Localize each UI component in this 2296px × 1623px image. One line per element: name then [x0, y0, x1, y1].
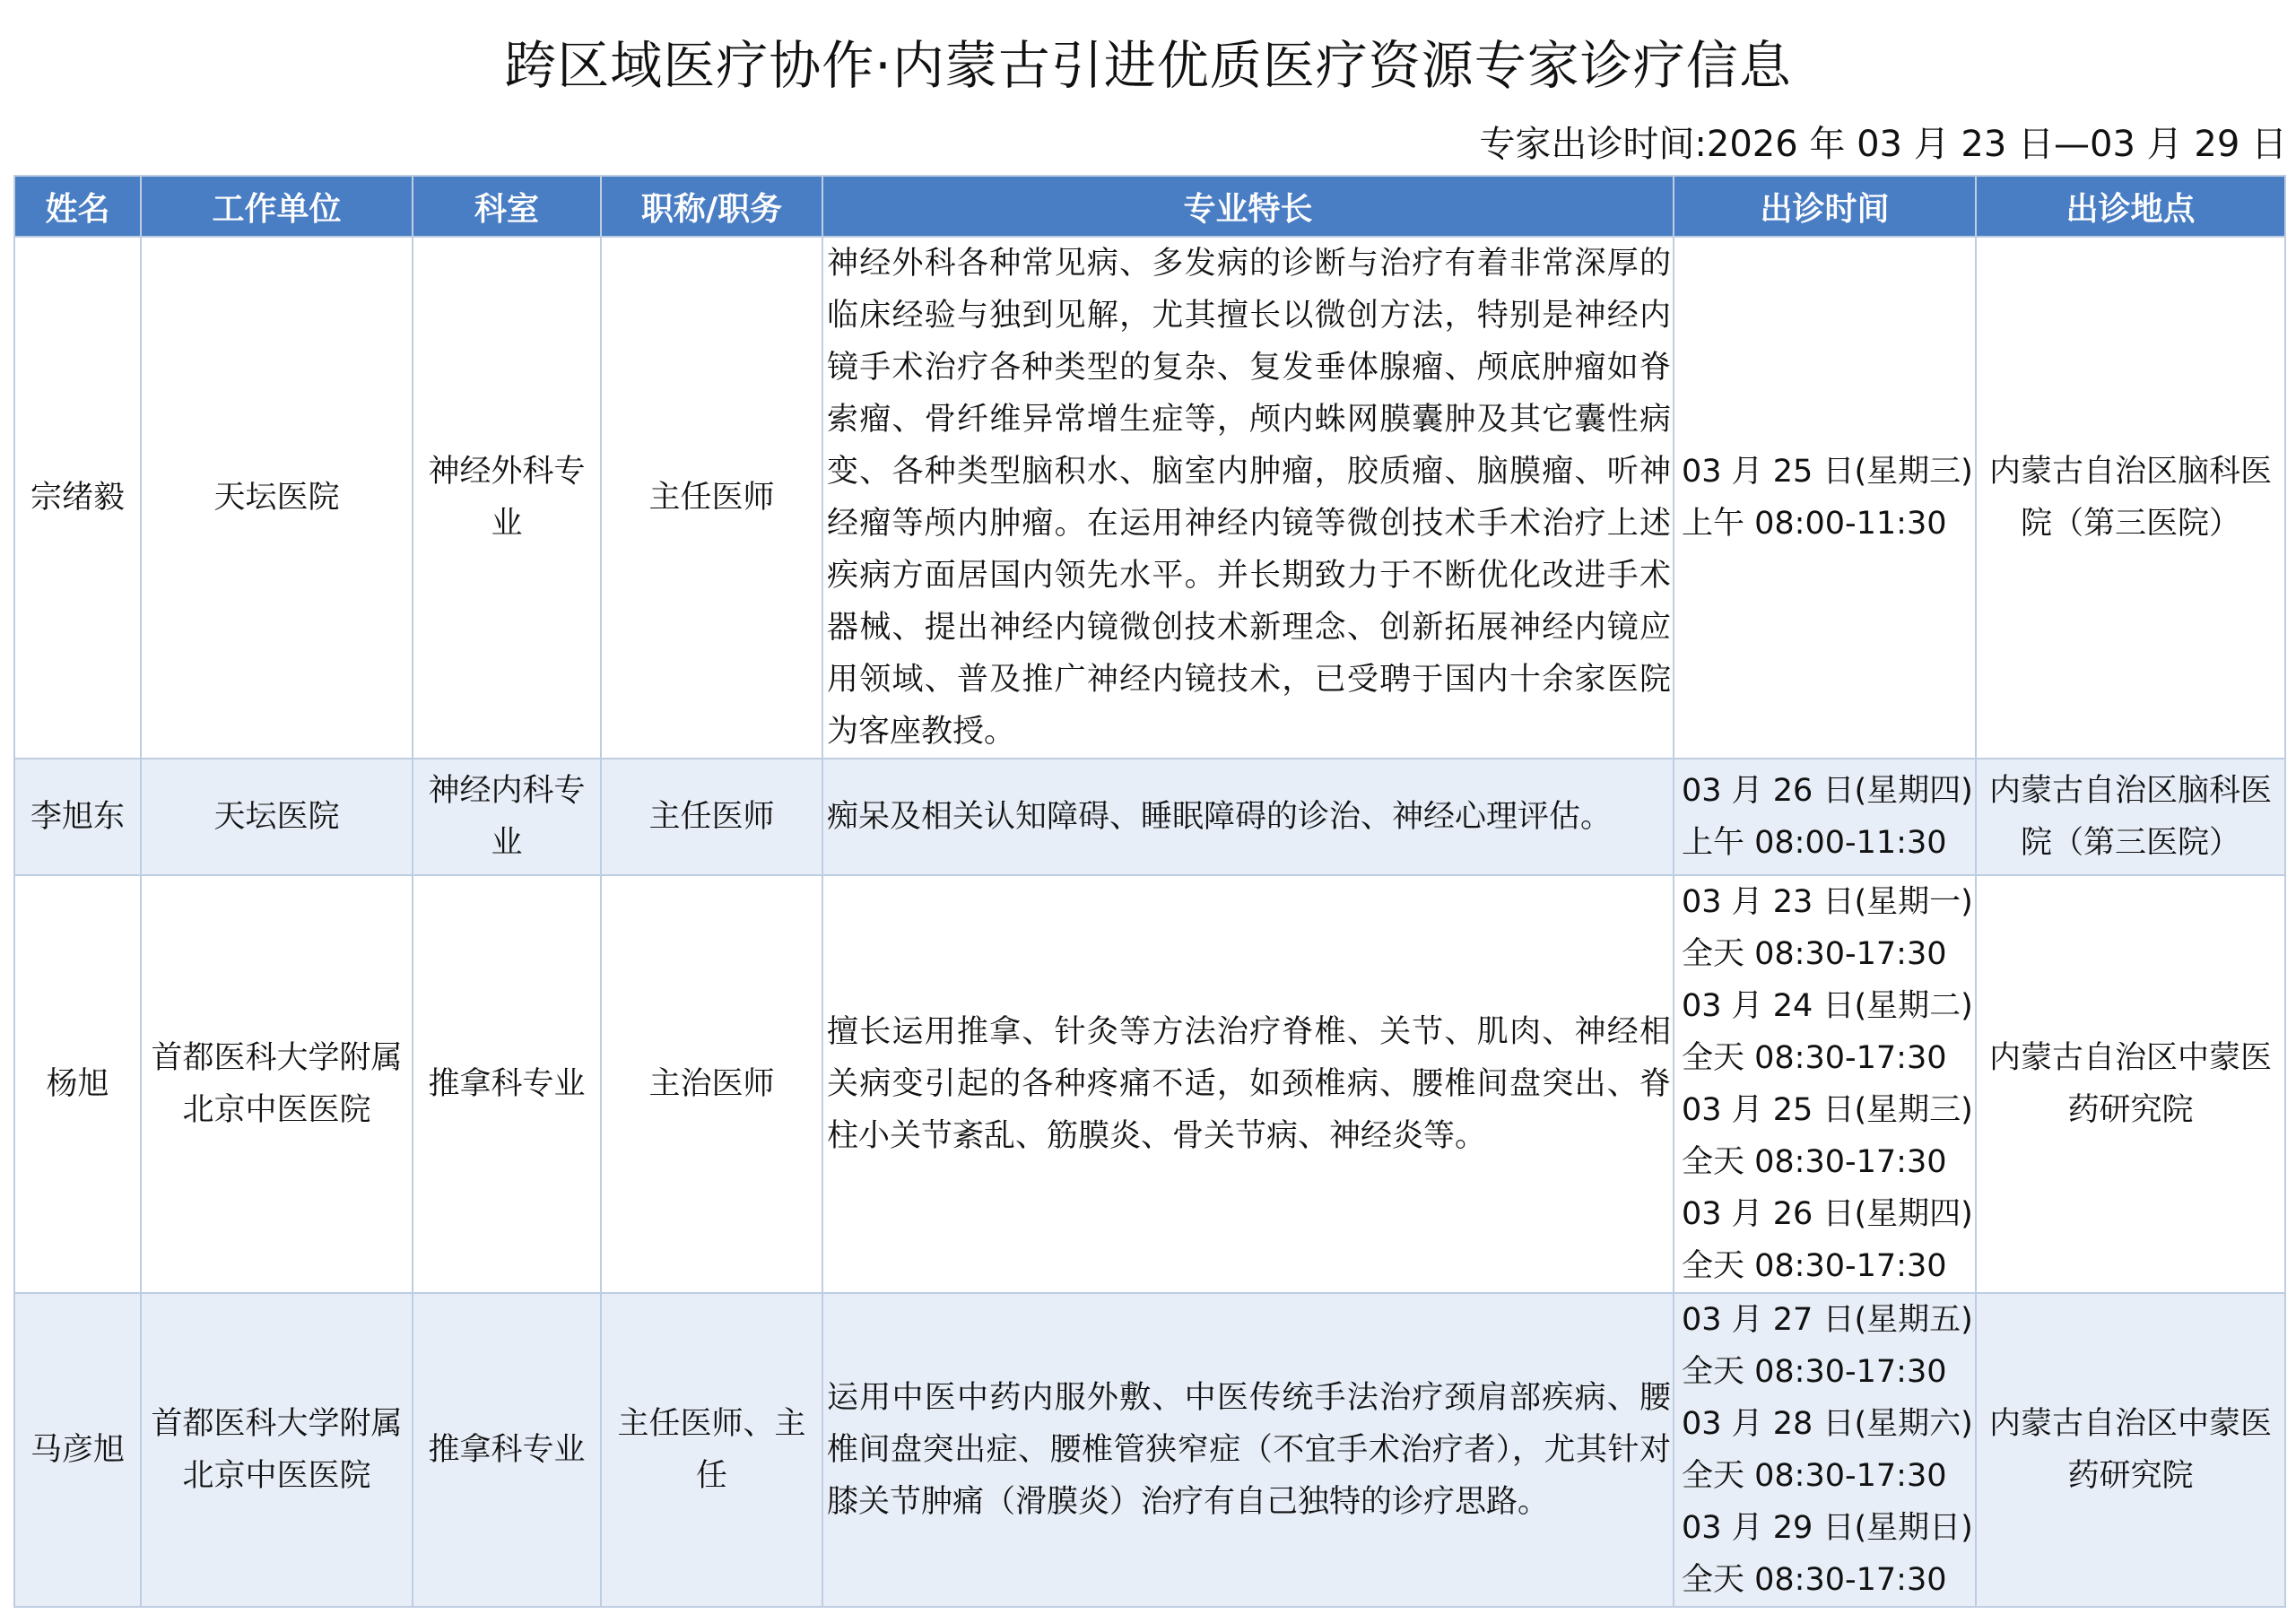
table-row [14, 237, 2285, 759]
cell-specialty: 痴呆及相关认知障碍、睡眠障碍的诊治、神经心理评估。 [822, 759, 1674, 875]
schedule-period: 专家出诊时间:2026 年 03 月 23 日—03 月 29 日 [1479, 124, 2287, 165]
header-specialty: 专业特长 [822, 176, 1674, 237]
table-row [14, 759, 2285, 875]
header-schedule: 出诊时间 [1674, 176, 1976, 237]
schedule-line: 03 月 26 日(星期四) [1682, 773, 1973, 809]
cell-title: 主任医师 [601, 759, 822, 875]
schedule-line: 03 月 29 日(星期日) [1682, 1510, 1973, 1546]
schedule-line: 03 月 28 日(星期六) [1682, 1406, 1973, 1442]
header-name: 姓名 [14, 176, 141, 237]
cell-location: 内蒙古自治区中蒙医药研究院 [1976, 875, 2285, 1293]
cell-name: 宗绪毅 [14, 237, 141, 759]
cell-dept: 推拿科专业 [413, 875, 601, 1293]
cell-title: 主治医师 [601, 875, 822, 1293]
schedule-line: 03 月 24 日(星期二) [1682, 988, 1973, 1024]
header-title: 职称/职务 [601, 176, 822, 237]
table-row [14, 875, 2285, 1293]
cell-specialty: 神经外科各种常见病、多发病的诊断与治疗有着非常深厚的临床经验与独到见解，尤其擅长以微创方法，特别是神经内镜手术治疗各种类型的复杂、复发垂体腺瘤、颅底肿瘤如脊索瘤、骨纤维异常增生症等，颅内蛛网膜囊肿及其它囊性病变、各种类型脑积水、脑室内肿瘤，胶质瘤、脑膜瘤、听神经瘤等颅内肿瘤。在运用神经内镜等微创技术手术治疗上述疾病方面居国内领先水平。并长期致力于不断优化改进手术器械、提出神经内镜微创技术新理念、创新拓展神经内镜应用领域、普及推广神经内镜技术，已受聘于国内十余家医院为客座教授。 [822, 237, 1674, 759]
cell-title: 主任医师 [601, 237, 822, 759]
schedule-line: 全天 08:30-17:30 [1682, 1144, 1947, 1180]
cell-name: 李旭东 [14, 759, 141, 875]
schedule-line: 全天 08:30-17:30 [1682, 1562, 1947, 1598]
schedule-line: 03 月 26 日(星期四) [1682, 1196, 1973, 1232]
schedule-line: 03 月 25 日(星期三) [1682, 1092, 1973, 1128]
schedule-line: 03 月 25 日(星期三) [1682, 454, 1973, 490]
cell-title: 主任医师、主任 [601, 1293, 822, 1607]
schedule-line: 上午 08:00-11:30 [1682, 825, 1947, 861]
page-title: 跨区域医疗协作·内蒙古引进优质医疗资源专家诊疗信息 [504, 35, 1792, 96]
cell-dept: 神经外科专业 [413, 237, 601, 759]
header-unit: 工作单位 [141, 176, 413, 237]
cell-unit: 天坛医院 [141, 759, 413, 875]
cell-unit: 天坛医院 [141, 237, 413, 759]
table-row [14, 1293, 2285, 1607]
cell-unit: 首都医科大学附属北京中医医院 [141, 875, 413, 1293]
cell-name: 马彦旭 [14, 1293, 141, 1607]
header-location: 出诊地点 [1976, 176, 2285, 237]
schedule-line: 全天 08:30-17:30 [1682, 936, 1947, 972]
cell-schedule [1674, 1293, 1976, 1607]
cell-location: 内蒙古自治区脑科医院（第三医院） [1976, 237, 2285, 759]
cell-name: 杨旭 [14, 875, 141, 1293]
header-dept: 科室 [413, 176, 601, 237]
schedule-line: 全天 08:30-17:30 [1682, 1354, 1947, 1390]
schedule-line: 03 月 27 日(星期五) [1682, 1302, 1973, 1338]
cell-specialty: 运用中医中药内服外敷、中医传统手法治疗颈肩部疾病、腰椎间盘突出症、腰椎管狭窄症（不宜手术治疗者），尤其针对膝关节肿痛（滑膜炎）治疗有自己独特的诊疗思路。 [822, 1293, 1674, 1607]
schedule-line: 03 月 23 日(星期一) [1682, 884, 1973, 920]
schedule-line: 全天 08:30-17:30 [1682, 1248, 1947, 1284]
cell-dept: 推拿科专业 [413, 1293, 601, 1607]
cell-location: 内蒙古自治区脑科医院（第三医院） [1976, 759, 2285, 875]
expert-table [13, 175, 2286, 1608]
schedule-line: 全天 08:30-17:30 [1682, 1458, 1947, 1494]
cell-schedule [1674, 237, 1976, 759]
header-row [14, 176, 2285, 237]
cell-specialty: 擅长运用推拿、针灸等方法治疗脊椎、关节、肌肉、神经相关病变引起的各种疼痛不适，如颈椎病、腰椎间盘突出、脊柱小关节紊乱、筋膜炎、骨关节病、神经炎等。 [822, 875, 1674, 1293]
schedule-line: 全天 08:30-17:30 [1682, 1040, 1947, 1076]
cell-unit: 首都医科大学附属北京中医医院 [141, 1293, 413, 1607]
cell-schedule [1674, 759, 1976, 875]
cell-dept: 神经内科专业 [413, 759, 601, 875]
cell-location: 内蒙古自治区中蒙医药研究院 [1976, 1293, 2285, 1607]
cell-schedule [1674, 875, 1976, 1293]
schedule-line: 上午 08:00-11:30 [1682, 506, 1947, 542]
